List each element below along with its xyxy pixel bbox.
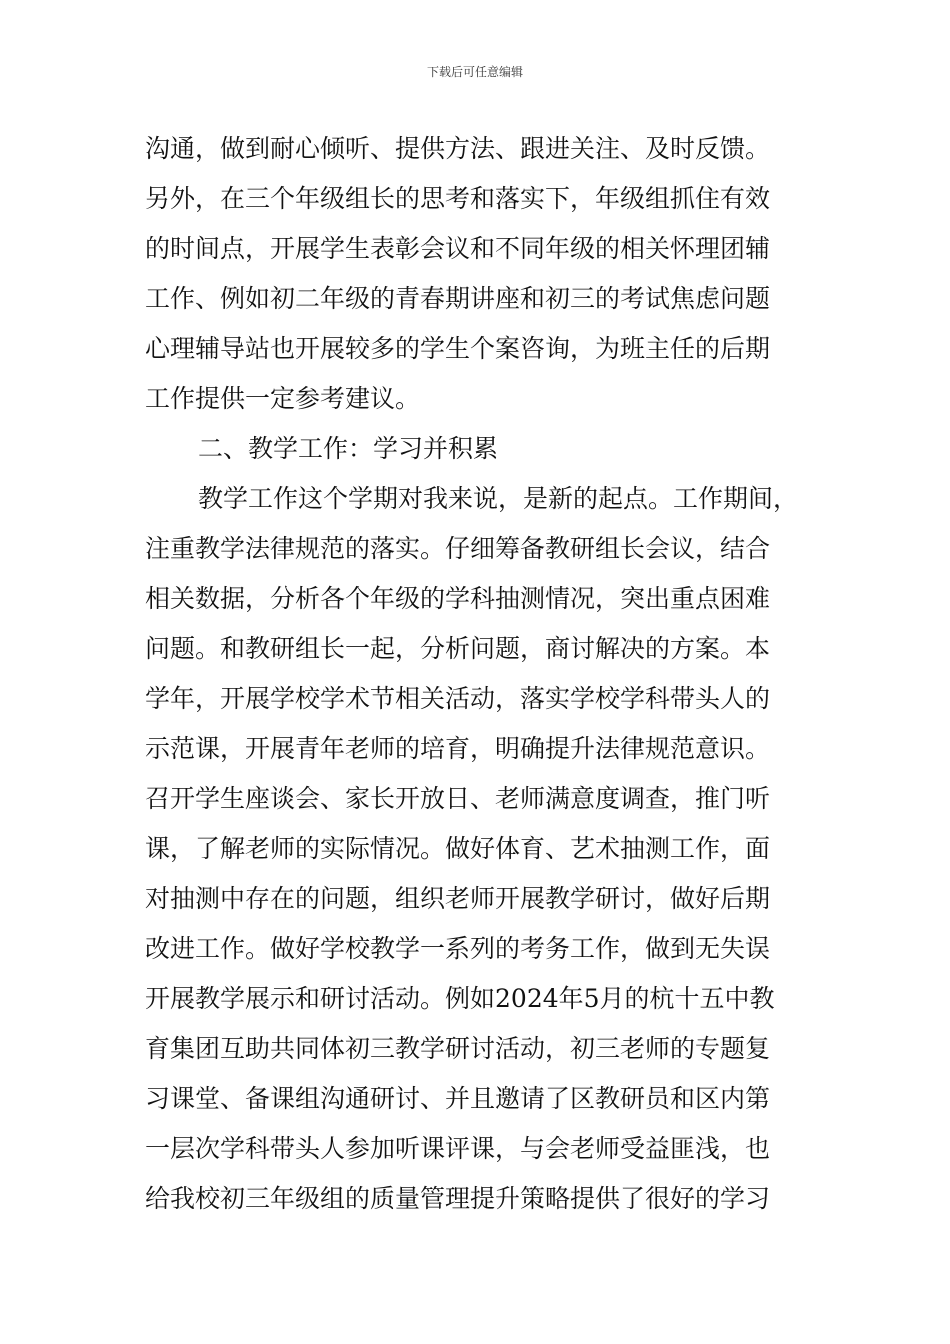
text-line: 相关数据，分析各个年级的学科抽测情况，突出重点困难 [145, 584, 771, 613]
text-line: 心理辅导站也开展较多的学生个案咨询，为班主任的后期 [145, 334, 771, 363]
text-line: 的时间点，开展学生表彰会议和不同年级的相关怀理团辅 [145, 234, 771, 263]
text-line: 给我校初三年级组的质量管理提升策略提供了很好的学习 [145, 1184, 771, 1213]
text-line: 工作提供一定参考建议。 [145, 384, 421, 413]
text-line: 教学工作这个学期对我来说，是新的起点。工作期间， [198, 484, 799, 513]
text-line: 学年，开展学校学术节相关活动，落实学校学科带头人的 [145, 684, 771, 713]
text-line: 示范课，开展青年老师的培育，明确提升法律规范意识。 [145, 734, 771, 763]
text-line: 课，了解老师的实际情况。做好体育、艺术抽测工作，面 [145, 834, 771, 863]
text-line: 改进工作。做好学校教学一系列的考务工作，做到无失误 [145, 934, 771, 963]
section-heading: 二、教学工作：学习并积累 [198, 434, 499, 463]
text-line: 开展教学展示和研讨活动。例如2024年5月的杭十五中教 [145, 984, 775, 1013]
text-line: 工作、例如初二年级的青春期讲座和初三的考试焦虑问题 [145, 284, 771, 313]
text-line: 召开学生座谈会、家长开放日、老师满意度调查，推门听 [145, 784, 771, 813]
text-line: 沟通，做到耐心倾听、提供方法、跟进关注、及时反馈。 [145, 134, 771, 163]
text-line: 另外，在三个年级组长的思考和落实下，年级组抓住有效 [145, 184, 771, 213]
text-line: 对抽测中存在的问题，组织老师开展教学研讨，做好后期 [145, 884, 771, 913]
text-line: 育集团互助共同体初三教学研讨活动，初三老师的专题复 [145, 1034, 771, 1063]
text-line: 一层次学科带头人参加听课评课，与会老师受益匪浅，也 [145, 1134, 771, 1163]
page-header: 下载后可任意编辑 [426, 65, 523, 79]
text-line: 问题。和教研组长一起，分析问题，商讨解决的方案。本 [145, 634, 771, 663]
text-line: 习课堂、备课组沟通研讨、并且邀请了区教研员和区内第 [145, 1084, 771, 1113]
text-line: 注重教学法律规范的落实。仔细筹备教研组长会议，结合 [145, 534, 771, 563]
